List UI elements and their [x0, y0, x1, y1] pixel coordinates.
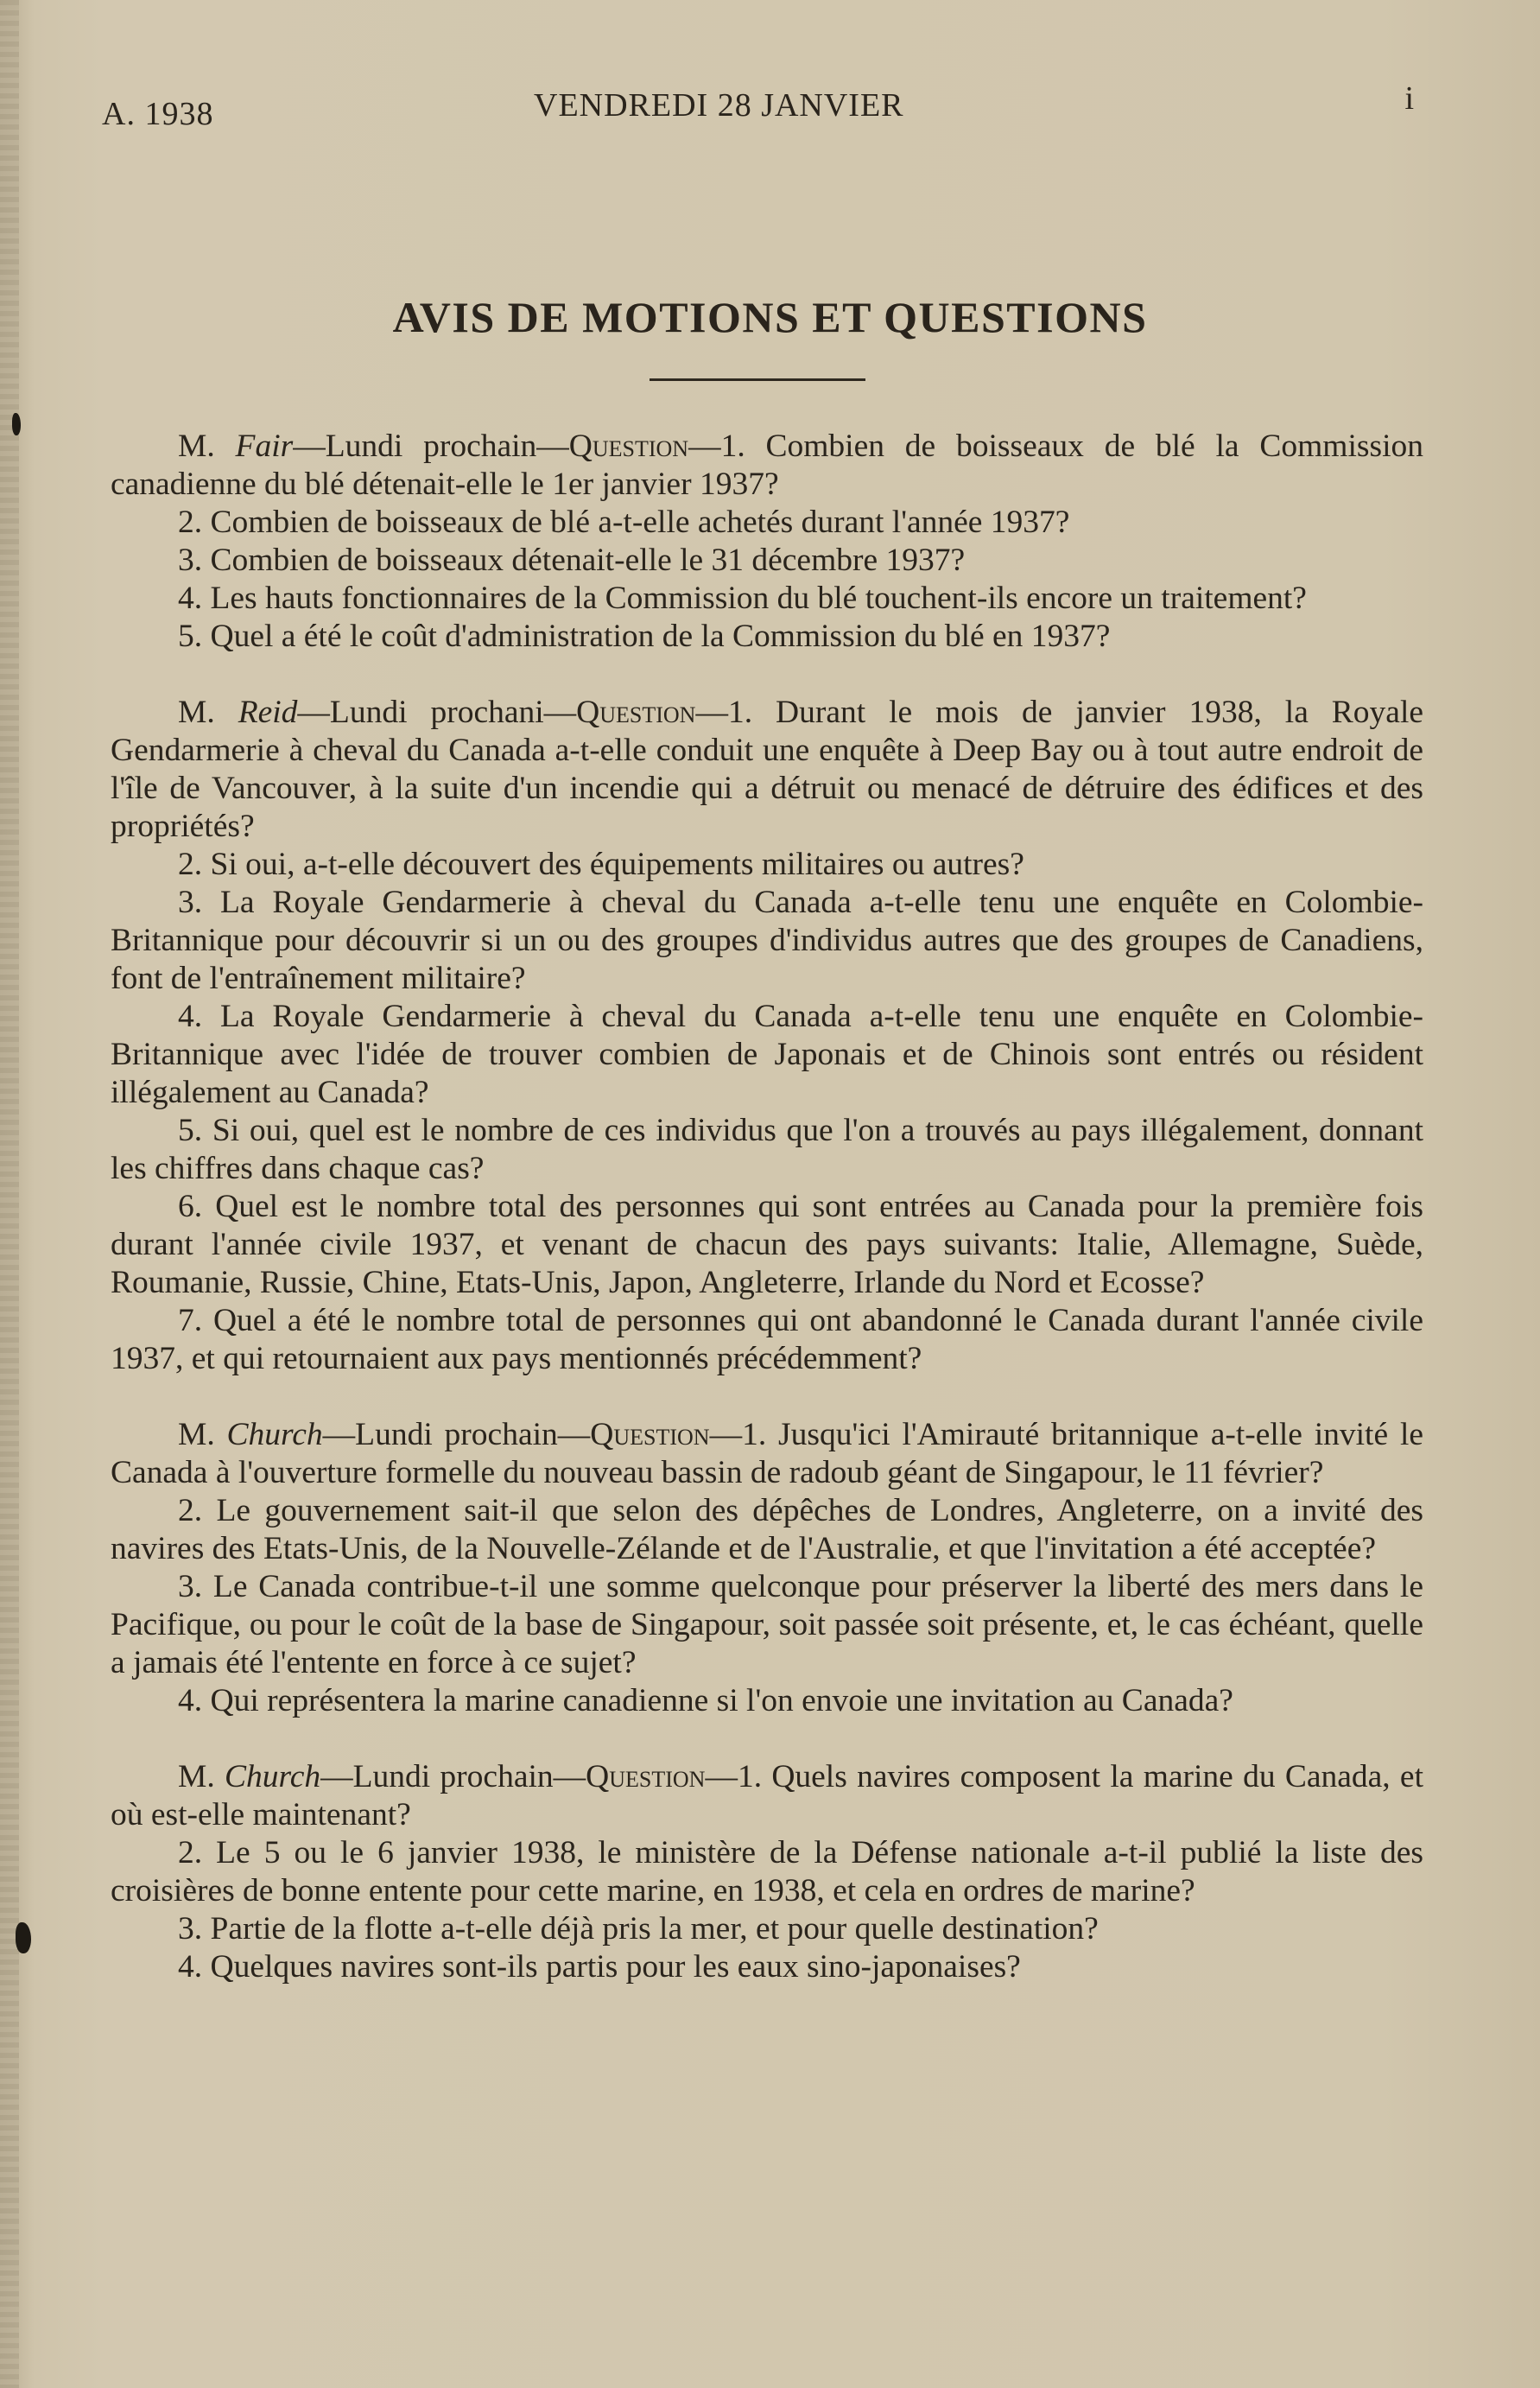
- motion-entry: [111, 1416, 1423, 1720]
- question-keyword: Question: [568, 429, 689, 464]
- title-rule: [650, 378, 865, 381]
- sitting-date: VENDREDI 28 JANVIER: [534, 87, 904, 124]
- question-item: 4. La Royale Gendarmerie à cheval du Canada a-t-elle tenu une enquête en Colombie-Britannique avec l'idée de trouver combien de Japonais et de Chinois sont entrés ou résident illégalement au Canada?: [111, 999, 1423, 1110]
- member-name: Reid: [238, 695, 298, 730]
- member-name: Church: [224, 1759, 321, 1794]
- question-item: 4. Quelques navires sont-ils partis pour les eaux sino-japonaises?: [178, 1949, 1021, 1985]
- page-title: AVIS DE MOTIONS ET QUESTIONS: [392, 293, 1148, 341]
- ink-mark-icon: [12, 413, 21, 435]
- question-keyword: Question: [576, 695, 696, 730]
- motion-entry: [111, 1758, 1423, 1986]
- member-name: Fair: [235, 429, 294, 464]
- question-item: 2. Le 5 ou le 6 janvier 1938, le ministère de la Défense nationale a-t-il publié la liste des croisières de bonne entente pour cette marine, en 1938, et cela en ordres de marine?: [111, 1835, 1423, 1908]
- question-item: 4. Qui représentera la marine canadienne si l'on envoie une invitation au Canada?: [178, 1683, 1233, 1718]
- question-item: 6. Quel est le nombre total des personnes qui sont entrées au Canada pour la première fois durant l'année civile 1937, et venant de chacun des pays suivants: Italie, Allemagne, Suède, Roumanie, Russie, Chine, Etats-Unis, Japon, Angleterre, Irlande du Nord et Ecosse?: [111, 1189, 1423, 1300]
- session-year: A. 1938: [102, 96, 214, 132]
- question-keyword: Question: [586, 1759, 706, 1794]
- question-item: 2. Le gouvernement sait-il que selon des dépêches de Londres, Angleterre, on a invité des navires des Etats-Unis, de la Nouvelle-Zélande et de l'Australie, et que l'invitation a été acceptée?: [111, 1493, 1423, 1566]
- question-item: 2. Combien de boisseaux de blé a-t-elle achetés durant l'année 1937?: [178, 505, 1070, 540]
- question-item: 5. Quel a été le coût d'administration de la Commission du blé en 1937?: [178, 619, 1111, 654]
- question-item: 4. Les hauts fonctionnaires de la Commission du blé touchent-ils encore un traitement?: [178, 581, 1307, 616]
- motion-lead: M. Church—Lundi prochain—Question—1. Jusqu'ici l'Amirauté britannique a-t-elle invité le Canada à l'ouverture formelle du nouveau bassin de radoub géant de Singapour, le 11 février?: [111, 1417, 1424, 1490]
- motion-entry: [111, 694, 1423, 1378]
- question-item: 3. Le Canada contribue-t-il une somme quelconque pour préserver la liberté des mers dans le Pacifique, ou pour le coût de la base de Singapour, soit passée soit présente, et, le cas échéant, quelle a jamais été l'entente en force à ce sujet?: [111, 1569, 1423, 1680]
- question-item: 3. Partie de la flotte a-t-elle déjà pris la mer, et pour quelle destination?: [178, 1911, 1099, 1947]
- ink-mark-icon: [16, 1922, 31, 1953]
- question-item: 5. Si oui, quel est le nombre de ces individus que l'on a trouvés au pays illégalement, donnant les chiffres dans chaque cas?: [111, 1113, 1423, 1186]
- question-item: 3. La Royale Gendarmerie à cheval du Canada a-t-elle tenu une enquête en Colombie-Britannique pour découvrir si un ou des groupes d'individus autres que des groupes de Canadiens, font de l'entraînement militaire?: [111, 885, 1423, 996]
- motions-list: [111, 428, 1423, 2024]
- motion-lead: M. Church—Lundi prochain—Question—1. Quels navires composent la marine du Canada, et où est-elle maintenant?: [111, 1759, 1423, 1832]
- question-item: 2. Si oui, a-t-elle découvert des équipements militaires ou autres?: [178, 847, 1024, 882]
- motion-lead: M. Reid—Lundi prochani—Question—1. Durant le mois de janvier 1938, la Royale Gendarmerie à cheval du Canada a-t-elle conduit une enquête à Deep Bay ou à tout autre endroit de l'île de Vancouver, à la suite d'un incendie qui a détruit ou menacé de détruire des édifices et des propriétés?: [111, 695, 1424, 844]
- question-item: 7. Quel a été le nombre total de personnes qui ont abandonné le Canada durant l'année civile 1937, et qui retournaient aux pays mentionnés précédemment?: [111, 1303, 1423, 1376]
- question-item: 3. Combien de boisseaux détenait-elle le 31 décembre 1937?: [178, 543, 966, 578]
- page-number: i: [1404, 80, 1415, 117]
- member-name: Church: [226, 1417, 323, 1452]
- running-head: [102, 79, 1415, 131]
- motion-entry: [111, 428, 1423, 656]
- question-keyword: Question: [590, 1417, 710, 1452]
- binding-edge: [0, 0, 19, 2388]
- motion-lead: M. Fair—Lundi prochain—Question—1. Combien de boisseaux de blé la Commission canadienne du blé détenait-elle le 1er janvier 1937?: [111, 429, 1423, 502]
